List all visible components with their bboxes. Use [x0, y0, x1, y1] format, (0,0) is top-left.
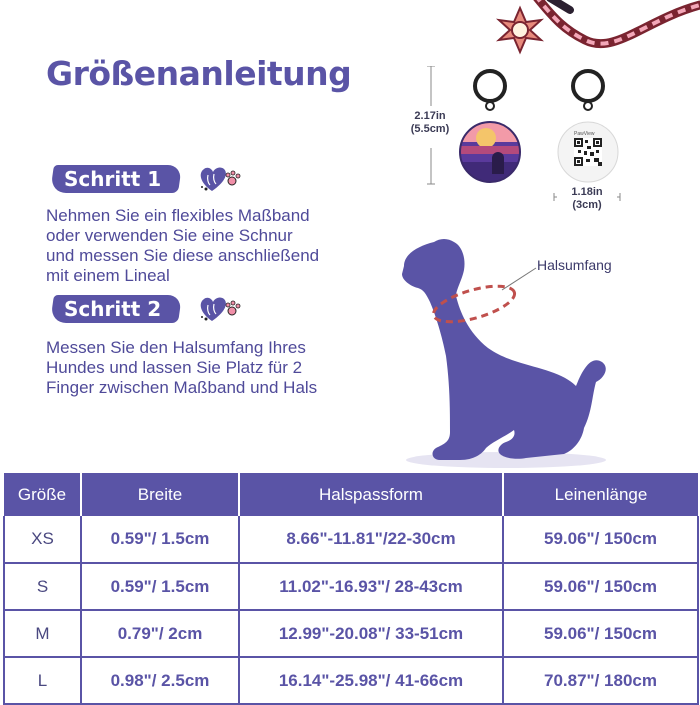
- tag-width-in: 1.18in: [557, 186, 617, 199]
- page-title: Größenanleitung: [46, 54, 352, 93]
- table-row: [4, 657, 698, 704]
- step-1-line: und messen Sie diese anschließend: [46, 246, 320, 265]
- size-cell: S: [4, 563, 81, 610]
- table-row: [4, 610, 698, 657]
- size-cell: L: [4, 657, 81, 704]
- step-1-badge: [52, 163, 202, 195]
- width-cell: 0.98"/ 2.5cm: [81, 657, 239, 704]
- table-header-row: [4, 473, 698, 516]
- step-1-line: Nehmen Sie ein flexibles Maßband: [46, 206, 310, 225]
- step-1-label: Schritt 1: [64, 167, 162, 191]
- tag-width-dimension: [557, 186, 617, 212]
- column-header-size: Größe: [4, 473, 81, 516]
- leash-length-cell: 70.87"/ 180cm: [503, 657, 698, 704]
- step-2-line: Messen Sie den Halsumfang Ihres: [46, 338, 306, 357]
- width-cell: 0.59"/ 1.5cm: [81, 563, 239, 610]
- step-2-line: Hundes und lassen Sie Platz für 2: [46, 358, 303, 377]
- step-2-line: Finger zwischen Maßband und Hals: [46, 378, 318, 397]
- neck-fit-cell: 16.14"-25.98"/ 41-66cm: [239, 657, 503, 704]
- tag-height-in: 2.17in: [414, 110, 446, 122]
- size-table: [3, 473, 699, 705]
- step-2-label: Schritt 2: [64, 297, 162, 321]
- neck-fit-cell: 12.99"-20.08"/ 33-51cm: [239, 610, 503, 657]
- artwork-dog-tag: [458, 66, 522, 194]
- tag-width-cm: (3cm): [572, 199, 602, 211]
- leash-length-cell: 59.06"/ 150cm: [503, 610, 698, 657]
- step-2-text: [46, 338, 317, 398]
- heart-paw-icon: [198, 295, 244, 325]
- table-row: [4, 563, 698, 610]
- step-1-line: mit einem Lineal: [46, 266, 170, 285]
- column-header-leash-length: Leinenlänge: [503, 473, 698, 516]
- width-cell: 0.59"/ 1.5cm: [81, 516, 239, 563]
- leash-illustration: [495, 0, 700, 60]
- neck-size-label: Halsumfang: [537, 257, 612, 273]
- leash-length-cell: 59.06"/ 150cm: [503, 563, 698, 610]
- neck-label-leader: [500, 264, 540, 294]
- flower-charm-icon: [499, 8, 541, 52]
- step-1-text: [46, 206, 319, 286]
- heart-paw-icon: [198, 165, 244, 195]
- size-cell: XS: [4, 516, 81, 563]
- tag-height-cm: (5.5cm): [410, 123, 450, 135]
- width-cell: 0.79"/ 2cm: [81, 610, 239, 657]
- column-header-neck-fit: Halspassform: [239, 473, 503, 516]
- neck-fit-cell: 11.02"-16.93"/ 28-43cm: [239, 563, 503, 610]
- tag-height-ruler: [426, 66, 436, 186]
- step-1-line: oder verwenden Sie eine Schnur: [46, 226, 293, 245]
- size-cell: M: [4, 610, 81, 657]
- qr-tag-brand: PawView: [574, 131, 595, 137]
- qr-dog-tag: [556, 66, 620, 194]
- table-row: [4, 516, 698, 563]
- leash-length-cell: 59.06"/ 150cm: [503, 516, 698, 563]
- column-header-width: Breite: [81, 473, 239, 516]
- neck-fit-cell: 8.66"-11.81"/22-30cm: [239, 516, 503, 563]
- step-2-badge: [52, 293, 202, 325]
